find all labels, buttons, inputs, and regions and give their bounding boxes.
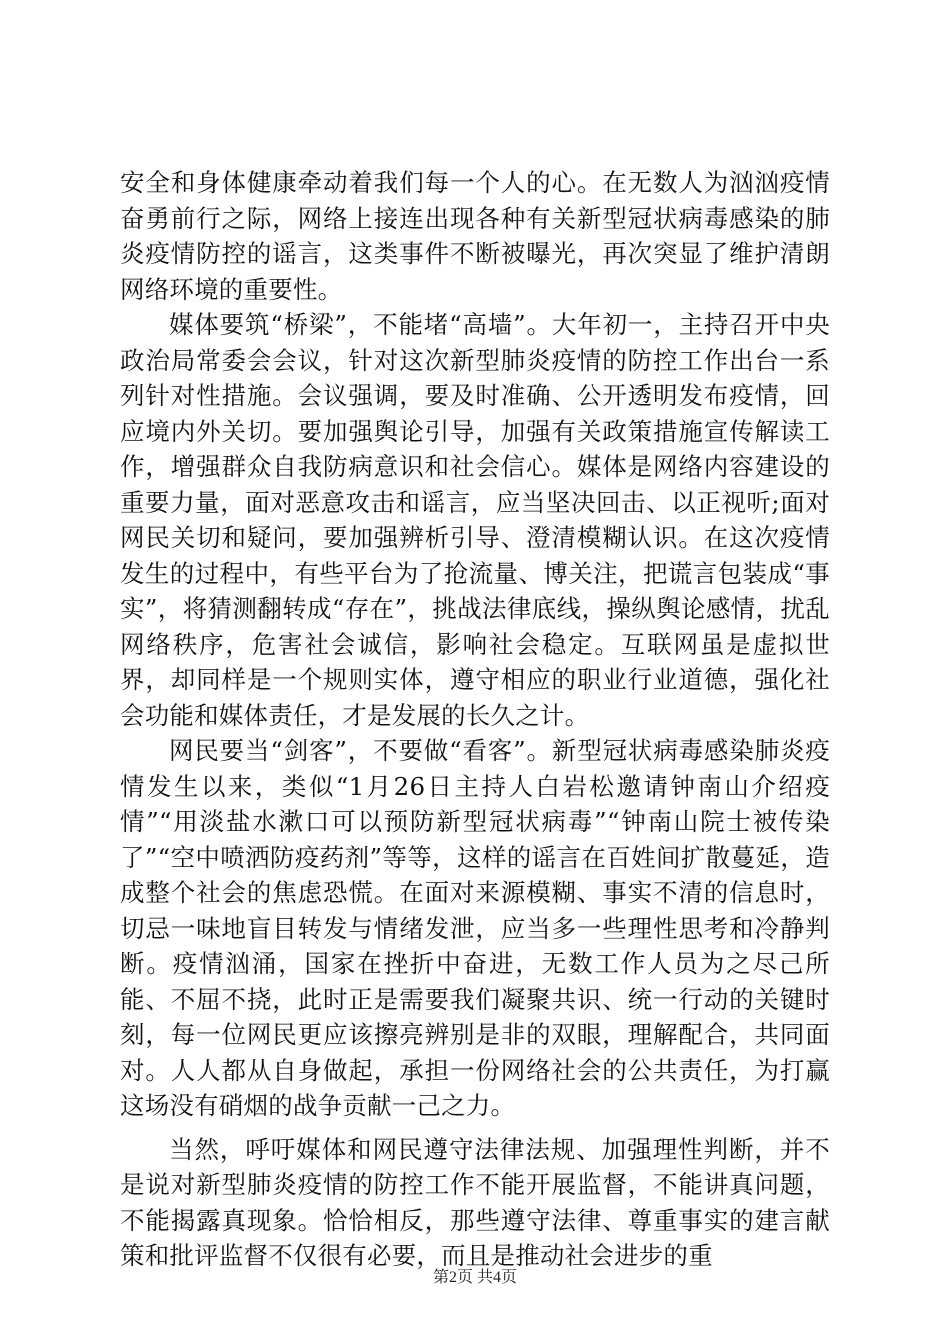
paragraph-netizens: 网民要当“剑客”，不要做“看客”。新型冠状病毒感染肺炎疫情发生以来，类似“1月26日主持人白岩松邀请钟南山介绍疫情”“用淡盐水漱口可以预防新型冠状病毒”“钟南山院士被传染了”“空中喷洒防疫药剂”等等，这样的谣言在百姓间扩散蔓延，造成整个社会的焦虑恐慌。在面对来源模糊、事实不清的信息时，切忌一味地盲目转发与情绪发泄，应当多一些理性思考和冷静判断。疫情汹涌，国家在挫折中奋进，无数工作人员为之尽己所能、不屈不挠，此时正是需要我们凝聚共识、统一行动的关键时刻，每一位网民更应该擦亮辨别是非的双眼，理解配合，共同面对。人人都从自身做起，承担一份网络社会的公共责任，为打赢这场没有硝烟的战争贡献一己之力。 bbox=[120, 736, 830, 1120]
paragraph-continuation: 安全和身体健康牵动着我们每一个人的心。在无数人为汹汹疫情奋勇前行之际，网络上接连出现各种有关新型冠状病毒感染的肺炎疫情防控的谣言，这类事件不断被曝光，再次突显了维护清朗网络环境的重要性。 bbox=[120, 168, 830, 304]
paragraph-media: 媒体要筑“桥梁”，不能堵“高墙”。大年初一，主持召开中央政治局常委会会议，针对这次新型肺炎疫情的防控工作出台一系列针对性措施。会议强调，要及时准确、公开透明发布疫情，回应境内外关切。要加强舆论引导，加强有关政策措施宣传解读工作，增强群众自我防病意识和社会信心。媒体是网络内容建设的重要力量，面对恶意攻击和谣言，应当坚决回击、以正视听;面对网民关切和疑问，要加强辨析引导、澄清模糊认识。在这次疫情发生的过程中，有些平台为了抢流量、博关注，把谎言包装成“事实”，将猜测翻转成“存在”，挑战法律底线，操纵舆论感情，扰乱网络秩序，危害社会诚信，影响社会稳定。互联网虽是虚拟世界，却同样是一个规则实体，遵守相应的职业行业道德，强化社会功能和媒体责任，才是发展的长久之计。 bbox=[120, 310, 830, 730]
paragraph-supervision: 当然，呼吁媒体和网民遵守法律法规、加强理性判断，并不是说对新型肺炎疫情的防控工作不能开展监督，不能讲真问题，不能揭露真现象。恰恰相反，那些遵守法律、尊重事实的建言献策和批评监督不仅很有必要，而且是推动社会进步的重 bbox=[120, 1134, 830, 1270]
document-body bbox=[120, 165, 830, 1274]
page-footer: 第2页 共4页 bbox=[432, 1269, 517, 1286]
